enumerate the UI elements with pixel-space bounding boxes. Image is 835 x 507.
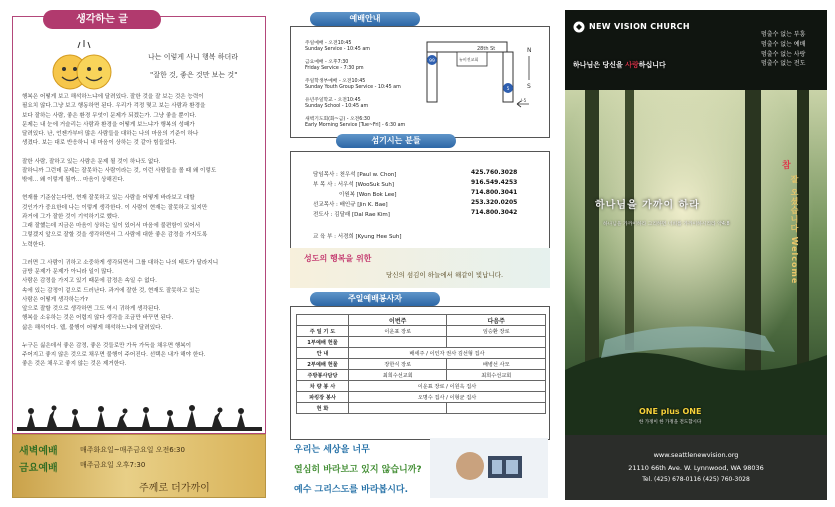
service-volunteers-title: 주일예배봉사자 — [310, 292, 440, 306]
motto-line: 멈출수 없는 전도 — [761, 60, 806, 68]
reflection-line-3: 예수 그리스도를 바라봅시다. — [294, 485, 409, 495]
minister-name: 선교목사 : 배인규 [Jin K. Bae] — [313, 202, 388, 208]
reflection-photo-icon — [430, 438, 548, 498]
banner-caption: 주께로 더가까이 — [139, 483, 210, 494]
table-row: 주방봉사담당 최희수선교회 최희수선교회 — [297, 370, 546, 381]
church-logo-icon — [573, 21, 585, 33]
prayer-title: 성도의 행복을 위한 — [304, 254, 372, 263]
one-plus-one-caption: 한 가정이 한 가정을 전도합시다 — [639, 420, 702, 425]
one-plus-one-badge: ONE plus ONE — [639, 407, 702, 416]
minister-name: 담임목사 : 천우석 [Paul w. Chon] — [313, 172, 397, 178]
table-row: 차 량 봉 사 이운표 장로 / 이원옥 집사 — [297, 381, 546, 392]
panel-thoughts — [12, 10, 266, 498]
friday-service-time: 매주금요일 오후7:30 — [80, 461, 146, 469]
ministers-title: 섬기시는 분들 — [336, 134, 456, 148]
dawn-service-time: 매주화요일~매주금요일 오전6:30 — [80, 446, 185, 454]
panel-cover — [565, 10, 827, 500]
prayer-banner — [290, 248, 550, 288]
cover-verse: 하나님을 가까이하라 그리하면 너희를 가까이하시리라 약4:8 — [603, 222, 730, 227]
slogan: 하나님은 당신을 사랑하십니다 — [573, 61, 666, 69]
dawn-service-label: 새벽예배 — [19, 446, 58, 457]
arrow-label: I-5 — [521, 98, 527, 103]
cover-headline: 하나님을 가까이 하라 — [595, 200, 700, 211]
church-phone: Tel. (425) 678-0116 (425) 760-3028 — [642, 476, 750, 483]
route-5-label: 5 — [506, 87, 510, 92]
early-service-banner — [12, 434, 266, 498]
quote-line-1: 나는 이렇게 사니 행복 하더라 — [148, 53, 239, 61]
table-row: 2부예배 헌물 장한식 장로 배병선 사모 — [297, 359, 546, 370]
table-header: 다음주 — [447, 315, 546, 326]
church-logo-text: NEW VISION CHURCH — [589, 22, 690, 31]
volunteers-box — [290, 306, 550, 440]
cover-mark: 참 — [782, 161, 791, 171]
thoughts-body — [22, 93, 262, 379]
table-header: 이번주 — [349, 315, 447, 326]
street-label: 28th St — [477, 46, 496, 52]
paragraph: 현재를 기준삼는다면, 현재 잘못하고 있는 사람을 어떻게 바라보고 대할 것인가가 중요한데 나는 이렇게 생각한다. 이 사람이 현재는 잘못하고 있지만 과거에 그가 잘한 것이 기억하기로 했다. 그래 잘했는데 지금은 마음이 상하는 일이 있어서 마음에 불편함이 있어서 그렇겠지 앞으로 잘할 것을 생각하면서 그 사람에 대한 좋은 감정을 가지도록 노력한다. — [22, 195, 208, 248]
table-row: 주 일 기 도 이운표 장로 임승환 장로 — [297, 326, 546, 337]
thoughts-title: 생각하는 글 — [43, 10, 161, 29]
forest-cover-image — [565, 90, 827, 435]
svg-text:S: S — [527, 83, 531, 90]
friday-service-label: 금요예배 — [19, 463, 58, 474]
volunteers-table — [296, 314, 546, 414]
paragraph: 잘한 사람, 잘하고 있는 사람은 문제 될 것이 하나도 없다. 잘하니까 그런데 문제는 잘못하는 사람이라는 것, 이런 사람들을 볼 때 왜 이렇도 밖에... 왜 이렇게 될까... 마음이 상해진다. — [22, 158, 217, 183]
worship-title: 예배안내 — [310, 12, 420, 26]
motto-line: 멈출수 없는 사랑 — [761, 50, 806, 58]
service-item: 주일예배 - 오전10:45 Sunday Service - 10:45 am — [305, 41, 370, 53]
route-99-label: 99 — [429, 59, 435, 64]
minister-phone: 714.800.3042 — [471, 209, 518, 216]
reflection-banner — [290, 438, 550, 500]
minister-name: 교 육 부 : 서경희 [Kyung Hee Suh] — [313, 234, 402, 240]
church-address: 21110 66th Ave. W. Lynnwood, WA 98036 — [628, 464, 764, 472]
reflection-line-1: 우리는 세상을 너무 — [294, 445, 370, 455]
table-row: 파킹장 봉사 오명수 집사 / 이형균 집사 — [297, 392, 546, 403]
ministers-box — [290, 151, 550, 251]
smiley-faces-icon — [48, 40, 120, 94]
minister-name: 부 목 사 : 서우석 [WooSuk Suh] — [313, 182, 394, 188]
prayer-text: 당신의 섬김이 하늘에서 해같이 빛납니다. — [386, 271, 504, 279]
location-map — [417, 38, 537, 118]
table-header-row — [297, 315, 546, 326]
church-map-label: 뉴비전교회 — [459, 57, 479, 62]
motto-list — [761, 30, 805, 69]
service-item: 새벽기도회(화~금) - 오전6:30 Early Morning Service [Tue~Fri] - 6:30 am — [305, 117, 406, 129]
table-row: 안 내 배세주 / 이인자 권사 김선형 집사 — [297, 348, 546, 359]
people-silhouette-icon — [17, 405, 262, 431]
service-item: 주일학생부예배 - 오전10:45 Sunday Youth Group Service - 10:45 am — [305, 79, 401, 91]
minister-name: 전도사 : 김달래 [Dal Rae Kim] — [313, 212, 390, 218]
minister-phone: 714.800.3041 — [471, 189, 518, 196]
table-header — [297, 315, 349, 326]
contact-footer — [565, 435, 827, 500]
motto-line: 멈출수 없는 예배 — [761, 40, 806, 48]
service-item: 금요예배 - 오후7:30 Friday Service - 7:30 pm — [305, 60, 364, 72]
minister-phone: 253.320.0205 — [471, 199, 518, 206]
website-link[interactable]: www.seattlenewvision.org — [653, 451, 739, 459]
cover-header — [565, 10, 827, 90]
minister-phone: 425.760.3028 — [471, 169, 518, 176]
paragraph: 누구든 싫은데서 좋은 감정, 좋은 것들로만 가득 가득을 채우면 행복이 주어지고 좋지 않은 것으로 채우면 불행이 주어진다. 선택은 내가 해야 한다. 좋은 것은 채우고 좋지 않는 것은 제거한다. — [22, 342, 206, 368]
motto-line: 멈출수 없는 부흥 — [761, 31, 806, 38]
welcome-vertical-text: 잘 오셨습니다 Welcome — [790, 175, 799, 285]
quote-line-2: "잘한 것, 좋은 것만 보는 것" — [150, 71, 238, 79]
paragraph: 그러면 그 사람이 귀하고 소중하게 생각되면서 그를 대하는 나의 태도가 달라지니 금방 문제가 문제가 아니라 일이 많다. 사람은 감정을 가지고 있기 때문에 감정은 속일 수 없다. 속에 있는 감정이 겉으로 드러난다. 과거에 잘한 것, 현재도 잘못하고 있는 사람은 어떻게 생각하는가? 앞으로 잘할 것으로 생각하면 그도 역시 귀하게 생각된다. 행복을 소유하는 것은 어렵지 않다 생각을 조금만 바꾸면 된다. 삶은 해석이다. 웹, 불행이 어떻게 해석하느냐에 달려있다. — [22, 259, 219, 331]
reflection-line-2: 열심히 바라보고 있지 않습니까? — [294, 465, 422, 475]
table-row: 헌 화 — [297, 403, 546, 414]
panel-info — [290, 8, 550, 500]
table-row: 1부예배 헌물 — [297, 337, 546, 348]
svg-text:N: N — [527, 47, 532, 54]
minister-name: 이원복 [Won Bok Lee] — [339, 192, 397, 198]
paragraph: 행복은 어떻게 보고 해석하느냐에 달려있다. 잘한 것을 잘 보는 것은 능력이 필요치 않다.그냥 보고 행동하면 된다. 우리가 걱정 몇고 보는 사람과 환경을 보다 잘하는 사람, 좋은 환경 무엇이 문제가 되겠는가. 그냥 좋을 뿐이다. 문제는 내 눈에 거슬리는 사람과 환경을 어떻게 보느냐가 행복의 성패가 달려있다. 난, 언젠가부터 많은 사람들을 대하는 나의 마음의 기준이 하나 생겼다. 보는 대로 반응하니 내 마음이 상하는 것 같아 힘들었다. — [22, 94, 206, 147]
service-item: 유년주일학교 - 오전10:45 Sunday School - 10:45 am — [305, 98, 369, 110]
minister-phone: 916.549.4253 — [471, 179, 518, 186]
